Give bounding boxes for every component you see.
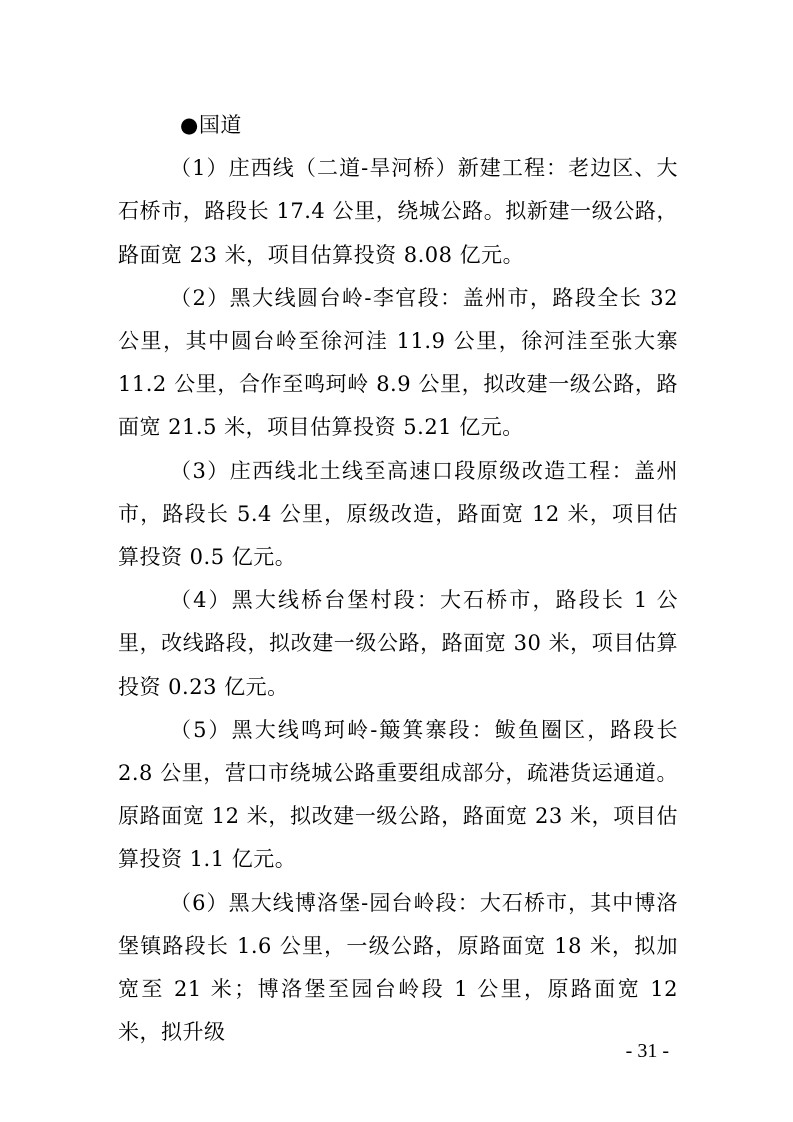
- page-number: - 31 -: [625, 1040, 669, 1062]
- body-text: [118, 104, 678, 1054]
- paragraph-3: （3）庄西线北土线至高速口段原级改造工程：盖州市，路段长 5.4 公里，原级改造，路面宽 12 米，项目估算投资 0.5 亿元。: [118, 458, 678, 570]
- section-heading: ●国道: [180, 113, 242, 137]
- paragraph-5: （5）黑大线鸣珂岭-簸箕寨段：鲅鱼圈区，路段长 2.8 公里，营口市绕城公路重要组成部分，疏港货运通道。原路面宽 12 米，拟改建一级公路，路面宽 23 米，项目估算投资 1.1 亿元。: [118, 717, 678, 872]
- paragraph-1: （1）庄西线（二道-旱河桥）新建工程：老边区、大石桥市，路段长 17.4 公里，绕城公路。拟新建一级公路，路面宽 23 米，项目估算投资 8.08 亿元。: [118, 156, 678, 267]
- paragraph-4: （4）黑大线桥台堡村段：大石桥市，路段长 1 公里，改线路段，拟改建一级公路，路面宽 30 米，项目估算投资 0.23 亿元。: [118, 588, 678, 699]
- paragraph-2: （2）黑大线圆台岭-李官段：盖州市，路段全长 32 公里，其中圆台岭至徐河洼 11.9 公里，徐河洼至张大寨 11.2 公里，合作至鸣珂岭 8.9 公里，拟改建一级公路，路面宽 21.5 米，项目估算投资 5.21 亿元。: [118, 285, 678, 440]
- paragraph-6: （6）黑大线博洛堡-园台岭段：大石桥市，其中博洛堡镇路段长 1.6 公里，一级公路，原路面宽 18 米，拟加宽至 21 米；博洛堡至园台岭段 1 公里，原路面宽 12 米，拟升级: [118, 890, 678, 1045]
